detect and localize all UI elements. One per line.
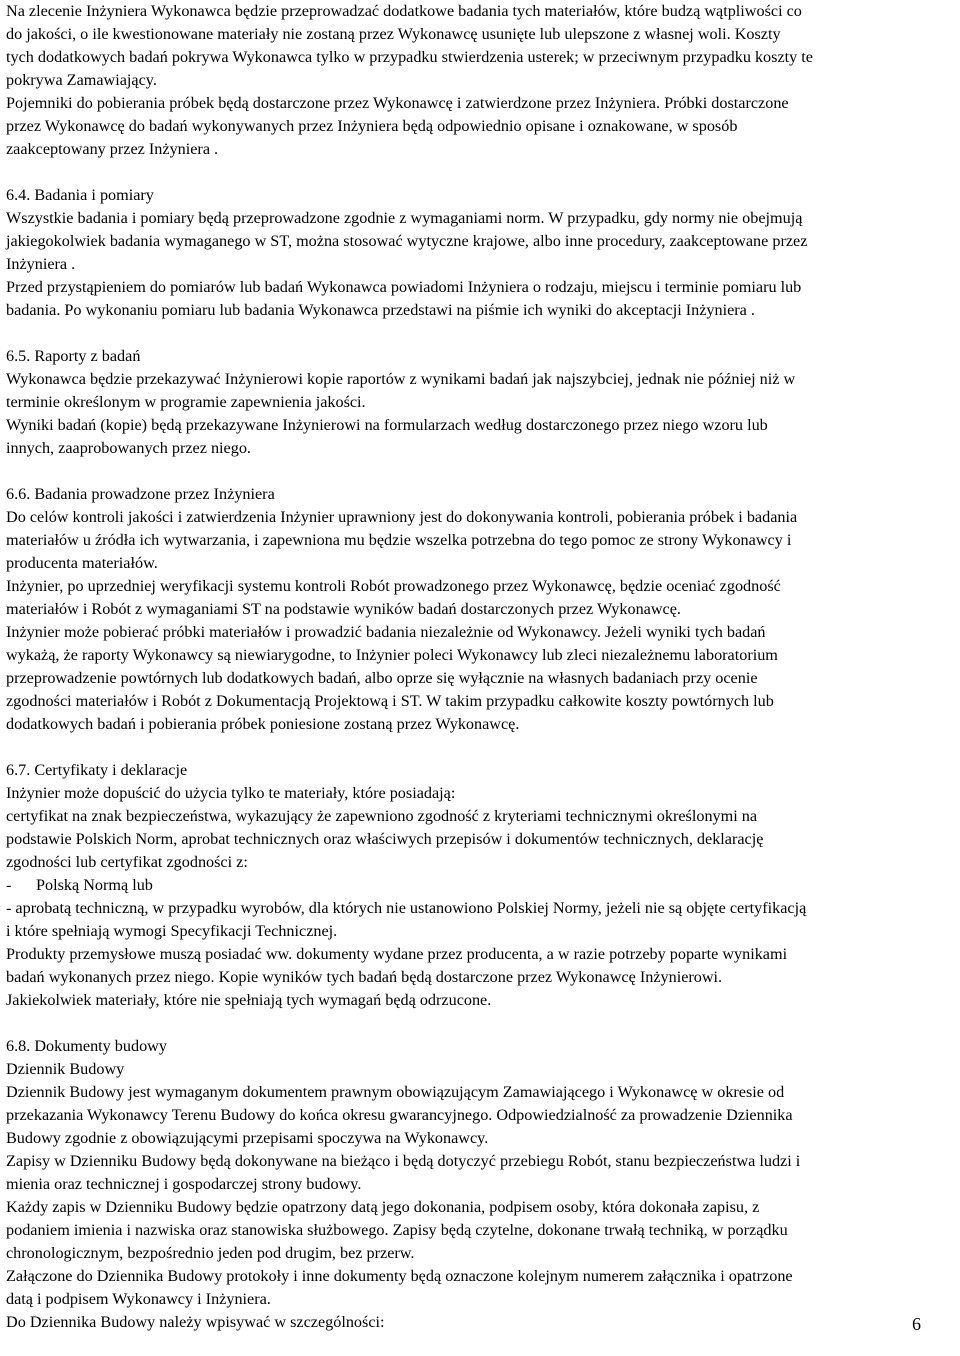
- text-line: Dziennik Budowy jest wymaganym dokumentem prawnym obowiązującym Zamawiającego i Wykonawcę w okresie od: [6, 1083, 785, 1101]
- text-line: Na zlecenie Inżyniera Wykonawca będzie przeprowadzać dodatkowe badania tych materiałów, które budzą wątpliwości co: [6, 2, 802, 20]
- text-line: przeprowadzenie powtórnych lub dodatkowych badań, albo oprze się wyłącznie na własnych badaniach przy ocenie: [6, 669, 758, 687]
- text-line: innych, zaaprobowanych przez niego.: [6, 439, 251, 457]
- text-line: podaniem imienia i nazwiska oraz stanowiska służbowego. Zapisy będą czytelne, dokonane trwałą techniką, w porządku: [6, 1221, 788, 1239]
- text-line: Produkty przemysłowe muszą posiadać ww. dokumenty wydane przez producenta, a w razie potrzeby poparte wynikami: [6, 945, 788, 963]
- text-line: 6.7. Certyfikaty i deklaracje: [6, 761, 188, 779]
- text-line: Pojemniki do pobierania próbek będą dostarczone przez Wykonawcę i zatwierdzone przez Inżyniera. Próbki dostarczone: [6, 94, 789, 112]
- text-line: do jakości, o ile kwestionowane materiały nie zostaną przez Wykonawcę usunięte lub ulepszone z własnej woli. Koszty: [6, 25, 781, 43]
- text-line: Inżyniera .: [6, 255, 76, 273]
- text-line: Każdy zapis w Dzienniku Budowy będzie opatrzony datą jego dokonania, podpisem osoby, która dokonała zapisu, z: [6, 1198, 760, 1216]
- text-block: [6, 184, 954, 322]
- text-line: podstawie Polskich Norm, aprobat technicznych oraz właściwych przepisów i dokumentów technicznych, deklarację: [6, 830, 764, 848]
- text-block: [6, 345, 954, 460]
- text-block: [6, 759, 954, 874]
- text-block: [6, 0, 954, 161]
- text-block: [6, 483, 954, 736]
- text-line: Wykonawca będzie przekazywać Inżynierowi kopie raportów z wynikami badań jak najszybciej, jednak nie później niż w: [6, 370, 796, 388]
- text-line: Inżynier, po uprzedniej weryfikacji systemu kontroli Robót prowadzonego przez Wykonawcę, będzie oceniać zgodność: [6, 577, 781, 595]
- text-line: Zapisy w Dzienniku Budowy będą dokonywane na bieżąco i będą dotyczyć przebiegu Robót, stanu bezpieczeństwa ludzi i: [6, 1152, 801, 1170]
- text-line: Budowy zgodnie z obowiązującymi przepisami spoczywa na Wykonawcy.: [6, 1129, 489, 1147]
- text-line: terminie określonym w programie zapewnienia jakości.: [6, 393, 366, 411]
- text-line: 6.5. Raporty z badań: [6, 347, 141, 365]
- text-line: badań wykonanych przez niego. Kopie wyników tych badań będą dostarczone przez Wykonawcę Inżynierowi.: [6, 968, 723, 986]
- text-line: przekazania Wykonawcy Terenu Budowy do końca okresu gwarancyjnego. Odpowiedzialność za prowadzenie Dziennika: [6, 1106, 793, 1124]
- text-block: [6, 897, 954, 1012]
- text-line: 6.8. Dokumenty budowy: [6, 1037, 167, 1055]
- text-line: tych dodatkowych badań pokrywa Wykonawca tylko w przypadku stwierdzenia usterek; w przeciwnym przypadku koszty te: [6, 48, 813, 66]
- text-line: Załączone do Dziennika Budowy protokoły i inne dokumenty będą oznaczone kolejnym numerem załącznika i opatrzone: [6, 1267, 793, 1285]
- text-line: jakiegokolwiek badania wymaganego w ST, można stosować wytyczne krajowe, albo inne procedury, zaakceptowane przez: [6, 232, 808, 250]
- text-line: materiałów i Robót z wymaganiami ST na podstawie wyników badań dostarczonych przez Wykonawcę.: [6, 600, 681, 618]
- list-dash: -: [6, 876, 12, 894]
- text-line: przez Wykonawcę do badań wykonywanych przez Inżyniera będą odpowiednio opisane i oznakowane, w sposób: [6, 117, 738, 135]
- document-page: [6, 0, 954, 1334]
- text-line: zgodności materiałów i Robót z Dokumentacją Projektową i ST. W takim przypadku całkowite koszty powtórnych lub: [6, 692, 774, 710]
- text-line: i które spełniają wymogi Specyfikacji Technicznej.: [6, 922, 338, 940]
- text-line: wykażą, że raporty Wykonawcy są niewiarygodne, to Inżynier poleci Wykonawcy lub zleci niezależnemu laboratorium: [6, 646, 778, 664]
- text-line: Inżynier może pobierać próbki materiałów i prowadzić badania niezależnie od Wykonawcy. Jeżeli wyniki tych badań: [6, 623, 766, 641]
- paragraph-gap: [6, 161, 954, 184]
- text-line: - aprobatą techniczną, w przypadku wyrobów, dla których nie ustanowiono Polskiej Normy, jeżeli nie są objęte certyfikacją: [6, 899, 807, 917]
- paragraph-gap: [6, 460, 954, 483]
- paragraph-gap: [6, 1012, 954, 1035]
- text-line: producenta materiałów.: [6, 554, 158, 572]
- text-line: chronologicznym, bezpośrednio jeden pod drugim, bez przerw.: [6, 1244, 415, 1262]
- text-line: zaakceptowany przez Inżyniera .: [6, 140, 219, 158]
- text-line: 6.6. Badania prowadzone przez Inżyniera: [6, 485, 275, 503]
- text-line: Wszystkie badania i pomiary będą przeprowadzone zgodnie z wymaganiami norm. W przypadku, gdy normy nie obejmują: [6, 209, 803, 227]
- text-line: zgodności lub certyfikat zgodności z:: [6, 853, 248, 871]
- text-line: 6.4. Badania i pomiary: [6, 186, 154, 204]
- text-block: [6, 1035, 954, 1334]
- paragraph-gap: [6, 322, 954, 345]
- text-line: certyfikat na znak bezpieczeństwa, wykazujący że zapewniono zgodność z kryteriami technicznymi określonymi na: [6, 807, 758, 825]
- text-line: Przed przystąpieniem do pomiarów lub badań Wykonawca powiadomi Inżyniera o rodzaju, miejscu i terminie pomiaru lub: [6, 278, 802, 296]
- text-line: Do celów kontroli jakości i zatwierdzenia Inżynier uprawniony jest do dokonywania kontroli, pobierania próbek i badania: [6, 508, 798, 526]
- text-line: materiałów u źródła ich wytwarzania, i zapewniona mu będzie wszelka potrzebna do tego pomoc ze strony Wykonawcy i: [6, 531, 792, 549]
- text-line: mienia oraz technicznej i gospodarczej strony budowy.: [6, 1175, 362, 1193]
- text-line: Inżynier może dopuścić do użycia tylko te materiały, które posiadają:: [6, 784, 456, 802]
- text-line: dodatkowych badań i pobierania próbek poniesione zostaną przez Wykonawcę.: [6, 715, 520, 733]
- list-item-text: Polską Normą lub: [36, 876, 153, 894]
- text-line: Dziennik Budowy: [6, 1060, 125, 1078]
- list-item: [6, 874, 954, 897]
- paragraph-gap: [6, 736, 954, 759]
- text-line: Do Dziennika Budowy należy wpisywać w szczególności:: [6, 1313, 385, 1331]
- text-line: badania. Po wykonaniu pomiaru lub badania Wykonawca przedstawi na piśmie ich wyniki do akceptacji Inżyniera .: [6, 301, 755, 319]
- page-number: 6: [912, 1314, 921, 1334]
- text-line: pokrywa Zamawiający.: [6, 71, 157, 89]
- text-line: datą i podpisem Wykonawcy i Inżyniera.: [6, 1290, 271, 1308]
- text-line: Jakiekolwiek materiały, które nie spełniają tych wymagań będą odrzucone.: [6, 991, 492, 1009]
- text-line: Wyniki badań (kopie) będą przekazywane Inżynierowi na formularzach według dostarczonego przez niego wzoru lub: [6, 416, 768, 434]
